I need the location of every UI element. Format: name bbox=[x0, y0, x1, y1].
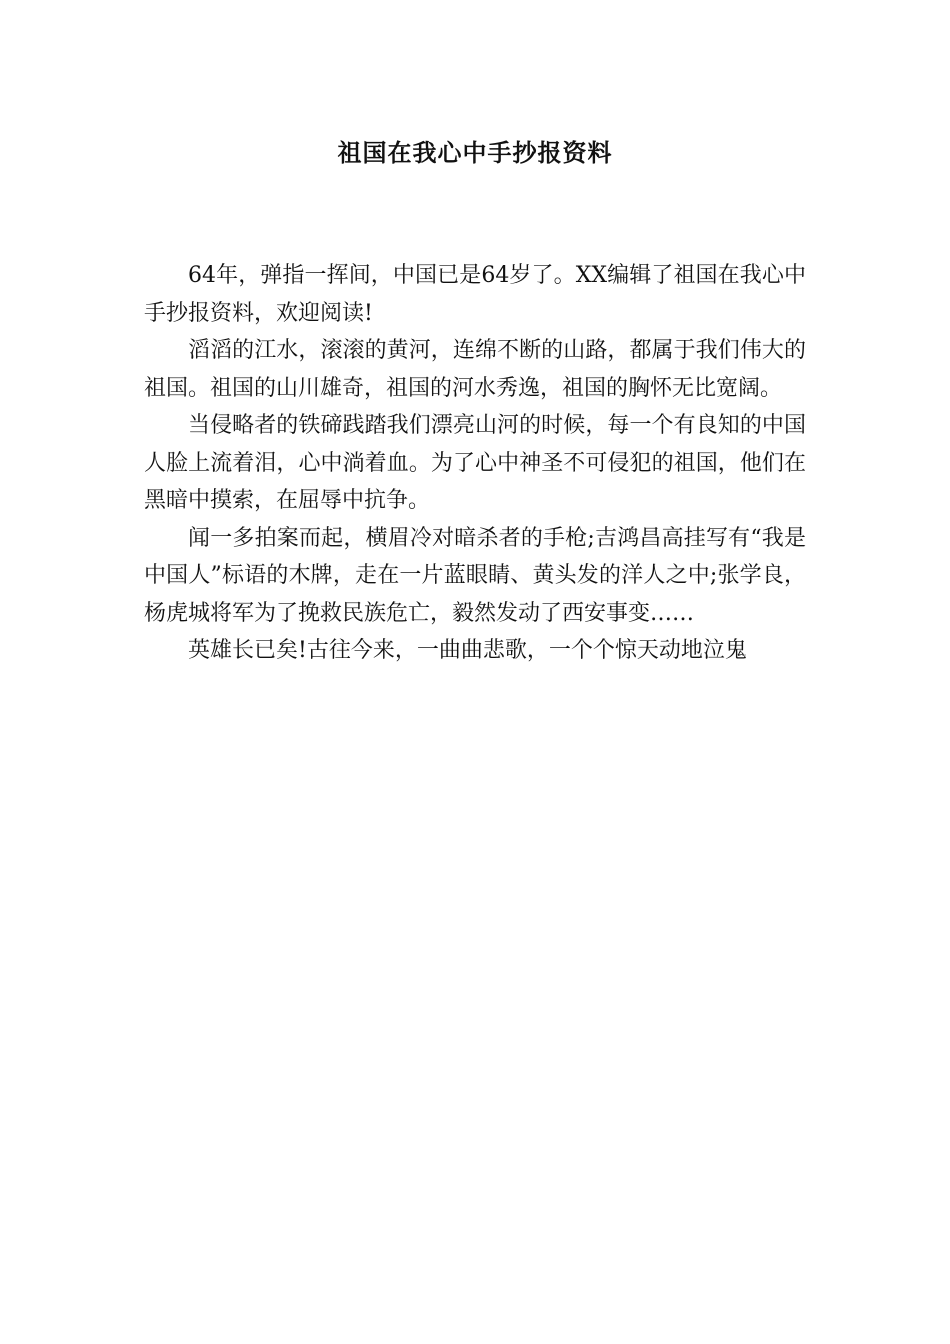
paragraph-line: “我是中国人”标语的木牌，走在一片蓝眼睛、黄头发的洋人 bbox=[144, 525, 807, 588]
document-body bbox=[144, 257, 806, 670]
paragraph-line: 伟大的祖国。祖国的山川雄奇，祖国的河水秀逸，祖国的胸怀 bbox=[144, 338, 806, 401]
paragraph-2 bbox=[144, 332, 806, 407]
paragraph-3 bbox=[144, 407, 806, 520]
paragraph-line: 64年，弹指一挥间，中国已是64岁了。XX编辑了祖国在 bbox=[188, 263, 740, 288]
paragraph-1 bbox=[144, 257, 806, 332]
paragraph-4 bbox=[144, 520, 806, 633]
paragraph-line: 的中国人脸上流着泪，心中淌着血。为了心中神圣不可侵犯的 bbox=[144, 413, 806, 476]
paragraph-line: 英雄长已矣!古往今来，一曲曲悲歌，一个个惊天动地泣鬼 bbox=[188, 638, 747, 663]
paragraph-line: 闻一多拍案而起，横眉冷对暗杀者的手枪;吉鸿昌高挂写有 bbox=[188, 525, 751, 551]
paragraph-line: 事变…… bbox=[606, 600, 695, 626]
paragraph-line: 无比宽阔。 bbox=[672, 375, 783, 401]
paragraph-line: 当侵略者的铁碲践踏我们漂亮山河的时候，每一个有良知 bbox=[188, 413, 740, 438]
paragraph-line: 之中;张学良，杨虎城将军为了挽救民族危亡，毅然发动了西安 bbox=[144, 563, 806, 626]
paragraph-line: 我心中手抄报资料，欢迎阅读! bbox=[144, 263, 806, 326]
document-title: 祖国在我心中手抄报资料 bbox=[337, 139, 613, 167]
paragraph-line: 祖国，他们在黑暗中摸索，在屈辱中抗争。 bbox=[144, 450, 806, 513]
paragraph-line: 滔滔的江水，滚滚的黄河，连绵不断的山路，都属于我们 bbox=[188, 338, 740, 363]
paragraph-5 bbox=[144, 632, 806, 670]
